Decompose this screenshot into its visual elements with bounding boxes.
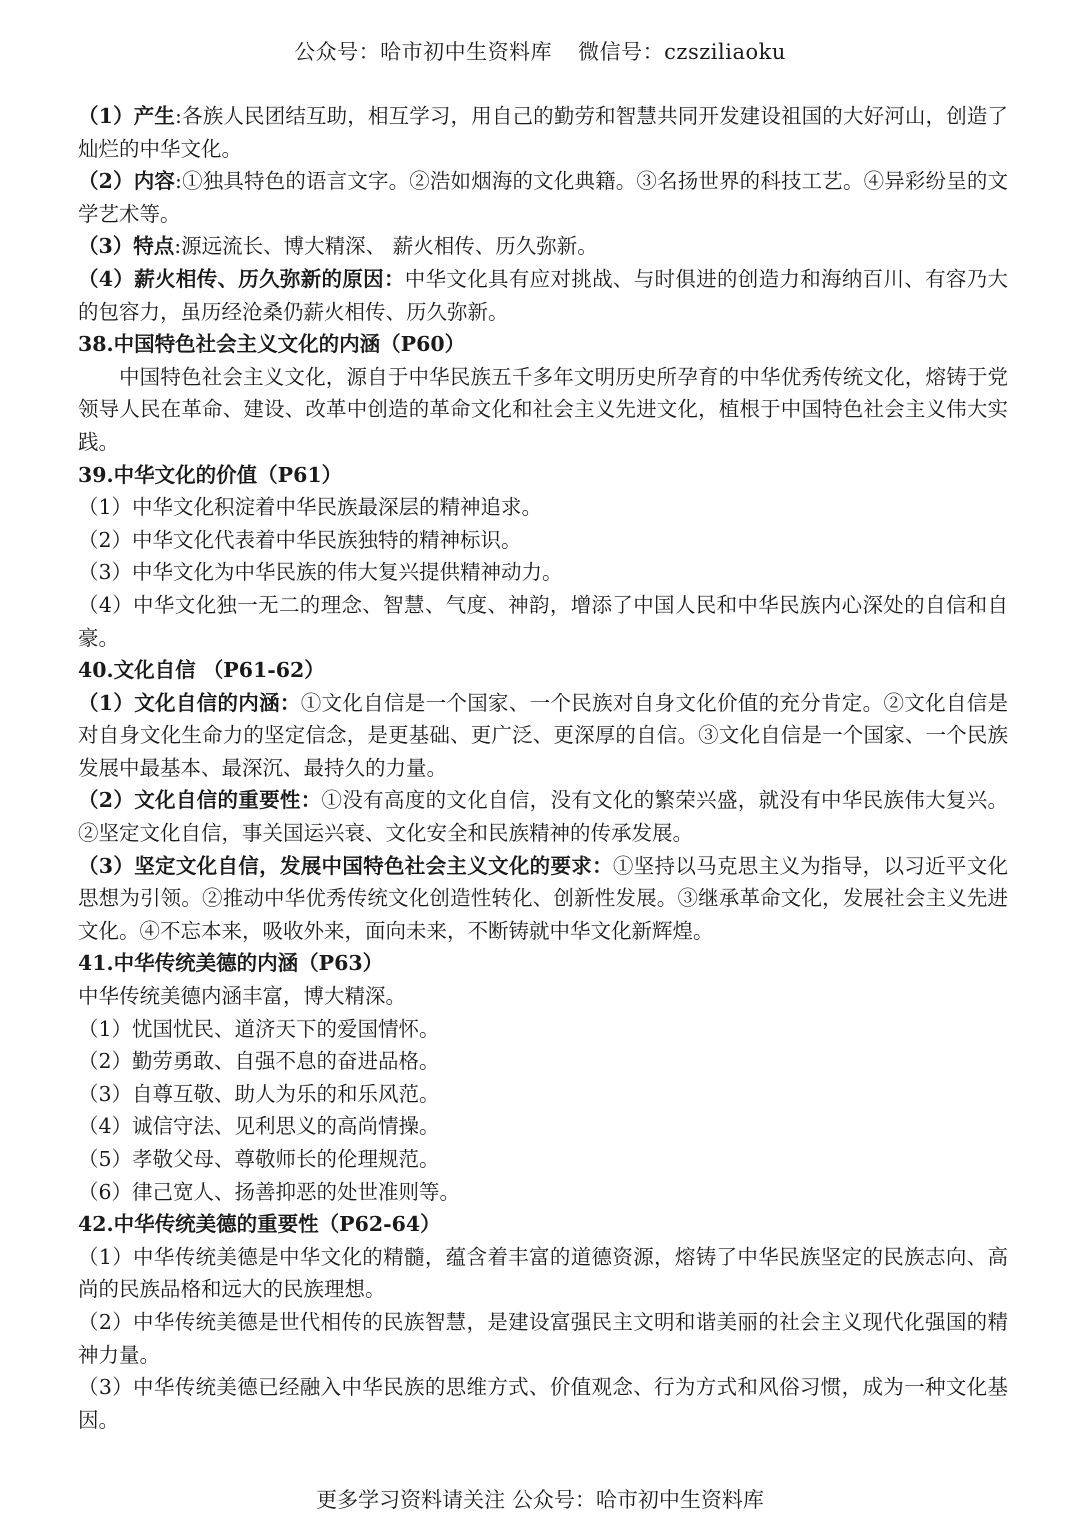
section-41-item-3: （3）自尊互敬、助人为乐的和乐风范。: [78, 1081, 440, 1106]
section-40-item-2-text: ①没有高度的文化自信，没有文化的繁荣兴盛，就没有中华民族伟大复兴。②坚定文化自信，事关国运兴衰、文化安全和民族精神的传承发展。: [78, 788, 1009, 846]
page-footer: 更多学习资料请关注 公众号：哈市初中生资料库: [316, 1488, 764, 1512]
intro-item-1-text: :各族人民团结互助，相互学习，用自己的勤劳和智慧共同开发建设祖国的大好河山，创造了灿烂的中华文化。: [78, 104, 1009, 161]
section-40-item-2-label: （2）文化自信的重要性：: [78, 788, 322, 813]
intro-item-1: [78, 100, 1008, 165]
section-40-title: 40.文化自信 （P61-62）: [78, 658, 325, 683]
section-39-title: 39.中华文化的价值（P61）: [78, 462, 343, 487]
section-42-item-3: （3）中华传统美德已经融入中华民族的思维方式、价值观念、行为方式和风俗习惯，成为一种文化基因。: [78, 1375, 1008, 1432]
intro-item-4-text: 中华文化具有应对挑战、与时俱进的创造力和海纳百川、有容乃大的包容力，虽历经沧桑仍薪火相传、历久弥新。: [78, 266, 1009, 324]
intro-item-2-text: :①独具特色的语言文字。②浩如烟海的文化典籍。③名扬世界的科技工艺。④异彩纷呈的文学艺术等。: [78, 169, 1009, 226]
header-wechat-id: 微信号：czsziliaoku: [578, 40, 786, 64]
section-41-item-5: （5）孝敬父母、尊敬师长的伦理规范。: [78, 1147, 440, 1171]
page-header: [0, 36, 1080, 66]
section-41-lead: 中华传统美德内涵丰富，博大精深。: [78, 984, 406, 1009]
section-39-item-4: （4）中华文化独一无二的理念、智慧、气度、神韵，增添了中国人民和中华民族内心深处的自信和自豪。: [78, 592, 1008, 650]
section-41-item-2: （2）勤劳勇敢、自强不息的奋进品格。: [78, 1049, 440, 1074]
intro-item-1-label: （1）产生: [78, 104, 176, 128]
section-39-item-2: （2）中华文化代表着中华民族独特的精神标识。: [78, 527, 522, 552]
section-38-title: 38.中国特色社会主义文化的内涵（P60）: [78, 332, 466, 357]
section-41-item-4: （4）诚信守法、见利思义的高尚情操。: [78, 1114, 440, 1139]
intro-item-3-label: （3）特点: [78, 234, 175, 259]
section-38-body: 中国特色社会主义文化，源自于中华民族五千多年文明历史所孕育的中华优秀传统文化，熔铸于党领导人民在革命、建设、改革中创造的革命文化和社会主义先进文化，植根于中国特色社会主义伟大实践。: [78, 364, 1008, 454]
section-42-item-2: （2）中华传统美德是世代相传的民族智慧，是建设富强民主文明和谐美丽的社会主义现代化强国的精神力量。: [78, 1309, 1008, 1367]
section-40-item-3-text: ①坚持以马克思主义为指导，以习近平文化思想为引领。②推动中华优秀传统文化创造性转化、创新性发展。③继承革命文化，发展社会主义先进文化。④不忘本来，吸收外来，面向未来，不断铸就中华文化新辉煌。: [78, 853, 1009, 943]
intro-item-2: [78, 165, 1008, 230]
section-39-item-3: （3）中华文化为中华民族的伟大复兴提供精神动力。: [78, 560, 563, 585]
section-39-item-1: （1）中华文化积淀着中华民族最深层的精神追求。: [78, 495, 543, 520]
section-40-item-3: [78, 850, 1008, 948]
section-40-item-1-label: （1）文化自信的内涵：: [78, 690, 301, 715]
section-40-item-2: [78, 784, 1008, 849]
section-40-item-1-text: ①文化自信是一个国家、一个民族对自身文化价值的充分肯定。②文化自信是对自身文化生命力的坚定信念，是更基础、更广泛、更深厚的自信。③文化自信是一个国家、一个民族发展中最基本、最深沉、最持久的力量。: [78, 690, 1009, 780]
document-body: [78, 100, 1008, 1436]
intro-item-3-text: :源远流长、博大精深、 薪火相传、历久弥新。: [174, 234, 598, 259]
intro-item-4-label: （4）薪火相传、历久弥新的原因：: [78, 266, 405, 291]
intro-item-3: [78, 230, 1008, 263]
section-42-item-1: （1）中华传统美德是中华文化的精髓，蕴含着丰富的道德资源，熔铸了中华民族坚定的民族志向、高尚的民族品格和远大的民族理想。: [78, 1244, 1008, 1302]
section-40-item-1: [78, 687, 1008, 785]
intro-item-4: [78, 263, 1008, 328]
section-42-title: 42.中华传统美德的重要性（P62-64）: [78, 1212, 441, 1237]
intro-item-2-label: （2）内容: [78, 169, 176, 194]
section-40-item-3-label: （3）坚定文化自信，发展中国特色社会主义文化的要求：: [78, 853, 613, 878]
header-official-account: 公众号：哈市初中生资料库: [294, 40, 553, 64]
section-41-item-1: （1）忧国忧民、道济天下的爱国情怀。: [78, 1016, 440, 1041]
section-41-title: 41.中华传统美德的内涵（P63）: [78, 951, 384, 976]
section-41-item-6: （6）律己宽人、扬善抑恶的处世准则等。: [78, 1179, 461, 1204]
